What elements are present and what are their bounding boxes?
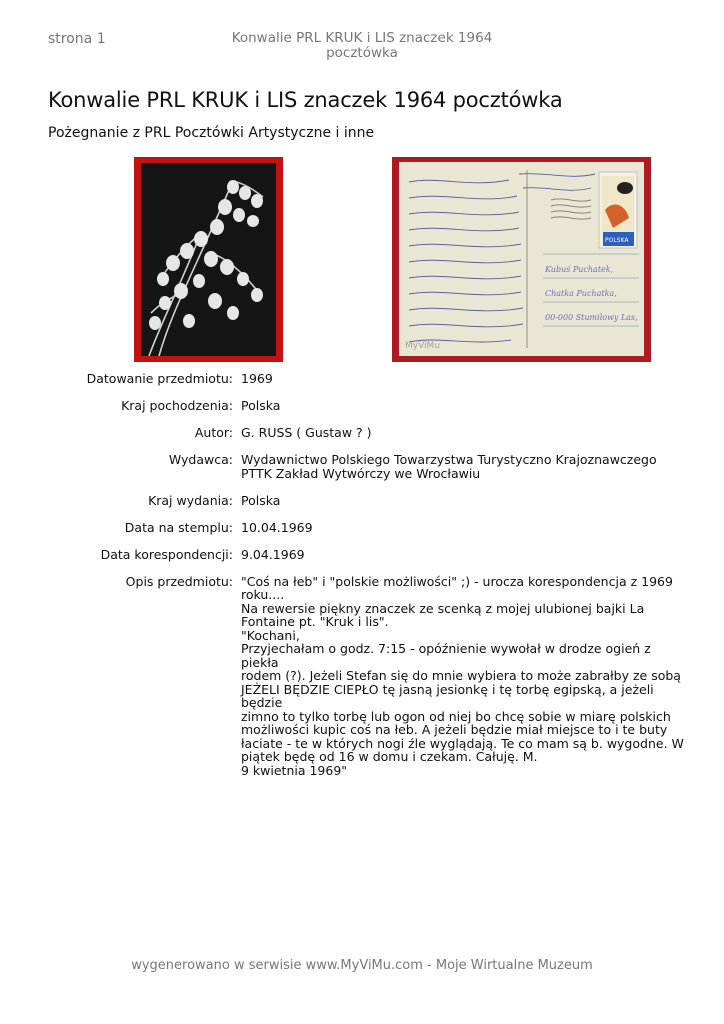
postcard-back-photo[interactable] [392, 157, 651, 362]
postcard-front-photo[interactable] [134, 157, 283, 362]
detail-row-publisher [48, 453, 688, 480]
footer-credit: wygenerowano w serwisie www.MyViMu.com - Moje Wirtualne Muzeum [131, 958, 593, 973]
detail-value: Polska [241, 398, 281, 413]
detail-label: Data na stemplu: [124, 519, 233, 535]
detail-row-author [48, 426, 688, 440]
detail-row-postmark-date [48, 521, 688, 535]
detail-label: Opis przedmiotu: [125, 573, 233, 589]
item-details [48, 372, 688, 791]
detail-row-publish-country [48, 494, 688, 508]
detail-label: Autor: [194, 425, 233, 440]
detail-value: 10.04.1969 [241, 519, 313, 535]
detail-value: "Coś na łeb" i "polskie możliwości" ;) - urocza korespondencja z 1969 roku.... Na rewersie piękny znaczek ze scenką z mojej ulubionej bajki La Fontaine pt. "Kruk i lis". "Kochani, Przyjechałam o godz. 7:15 - opóźnienie wywołał w drodze ogień z piekła rodem (?). Jeżeli Stefan się do mnie wybiera to może zabrałby ze sobą JEŻELI BĘDZIE CIEPŁO tę jasną jesionkę i tę torbę egipską, a jeżeli będzie zimno to tylko torbę lub ogon od niej bo chcę sobie w miarę polskich możliwości kupic coś na łeb. A jeżeli będzie miał miejsce to i te buty łaciate - te w których nogi źle wyglądają. Te co mam są b. wygodne. W piątek będę od 16 w domu i czekam. Całuję. M. 9 kwietnia 1969" [241, 573, 684, 778]
svg-text:00-000 Stumilowy Las,: 00-000 Stumilowy Las, [545, 313, 638, 322]
detail-value: Polska [241, 492, 281, 508]
svg-text:Chatka Puchatka,: Chatka Puchatka, [545, 289, 617, 298]
detail-label: Data korespondencji: [100, 546, 233, 562]
page-number: strona 1 [48, 31, 106, 47]
detail-row-country [48, 399, 688, 413]
postcard-back-image [399, 162, 644, 356]
page-title: Konwalie PRL KRUK i LIS znaczek 1964 pocztówka [48, 88, 563, 112]
svg-text:MyViMu: MyViMu [405, 341, 441, 351]
detail-value: Wydawnictwo Polskiego Towarzystwa Turystyczno Krajoznawczego PTTK Zakład Wytwórczy we Wrocławiu [241, 452, 657, 481]
svg-text:Kubuś Puchatek,: Kubuś Puchatek, [545, 265, 614, 274]
detail-value: 9.04.1969 [241, 546, 305, 562]
lily-of-the-valley-image [141, 163, 276, 356]
detail-label: Kraj wydania: [148, 492, 233, 508]
running-title: Konwalie PRL KRUK i LIS znaczek 1964 pocztówka [231, 30, 493, 61]
detail-label: Kraj pochodzenia: [121, 398, 233, 413]
svg-text:POLSKA: POLSKA [605, 237, 629, 244]
collection-name[interactable]: Pożegnanie z PRL Pocztówki Artystyczne i inne [48, 125, 375, 141]
detail-row-correspondence-date [48, 548, 688, 562]
detail-row-description [48, 575, 688, 778]
detail-value: 1969 [241, 371, 273, 386]
detail-row-date [48, 372, 688, 386]
detail-label: Datowanie przedmiotu: [86, 371, 233, 386]
detail-label: Wydawca: [168, 452, 233, 467]
detail-value: G. RUSS ( Gustaw ? ) [241, 425, 372, 440]
